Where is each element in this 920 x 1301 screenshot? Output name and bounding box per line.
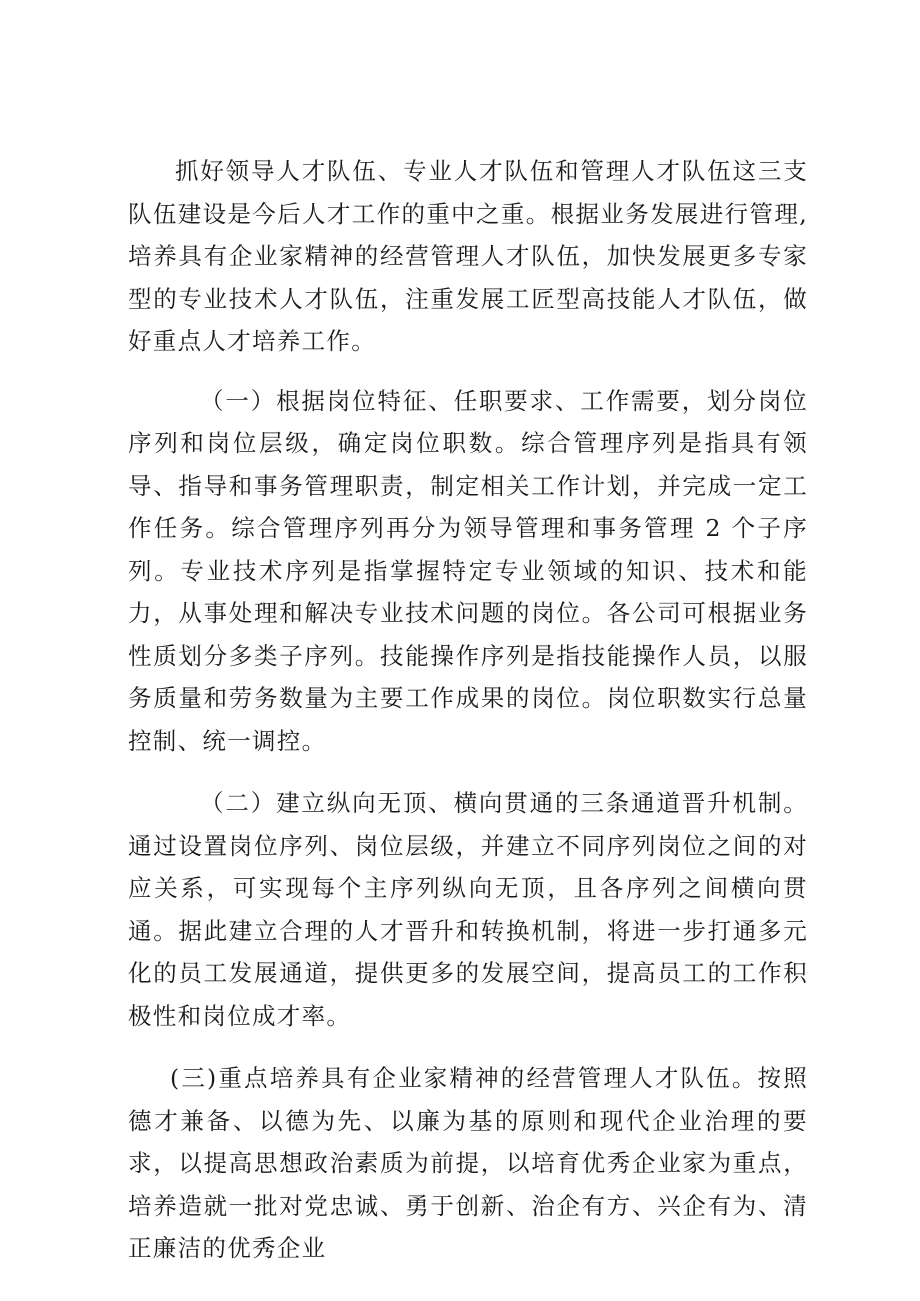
paragraph-section-3: (三)重点培养具有企业家精神的经营管理人才队伍。按照德才兼备、以德为先、以廉为基的原则和现代企业治理的要求，以提高思想政治素质为前提，以培育优秀企业家为重点，培养造就一批对党忠诚、勇于创新、治企有方、兴企有为、清正廉洁的优秀企业	[128, 1064, 808, 1262]
paragraph-talent-teams: 抓好领导人才队伍、专业人才队伍和管理人才队伍这三支队伍建设是今后人才工作的重中之重。根据业务发展进行管理,培养具有企业家精神的经营管理人才队伍，加快发展更多专家型的专业技术人才队伍，注重发展工匠型高技能人才队伍，做好重点人才培养工作。	[128, 157, 808, 355]
document-body	[128, 150, 808, 1270]
paragraph-section-1: （一）根据岗位特征、任职要求、工作需要，划分岗位序列和岗位层级，确定岗位职数。综合管理序列是指具有领导、指导和事务管理职责，制定相关工作计划，并完成一定工作任务。综合管理序列再分为领导管理和事务管理 2 个子序列。专业技术序列是指掌握特定专业领域的知识、技术和能力，从事处理和解决专业技术问题的岗位。各公司可根据业务性质划分多类子序列。技能操作序列是指技能操作人员，以服务质量和劳务数量为主要工作成果的岗位。岗位职数实行总量控制、统一调控。	[128, 386, 808, 755]
paragraph-section-2: （二）建立纵向无顶、横向贯通的三条通道晋升机制。通过设置岗位序列、岗位层级，并建立不同序列岗位之间的对应关系，可实现每个主序列纵向无顶，且各序列之间横向贯通。据此建立合理的人才晋升和转换机制，将进一步打通多元化的员工发展通道，提供更多的发展空间，提高员工的工作积极性和岗位成才率。	[128, 789, 808, 1030]
